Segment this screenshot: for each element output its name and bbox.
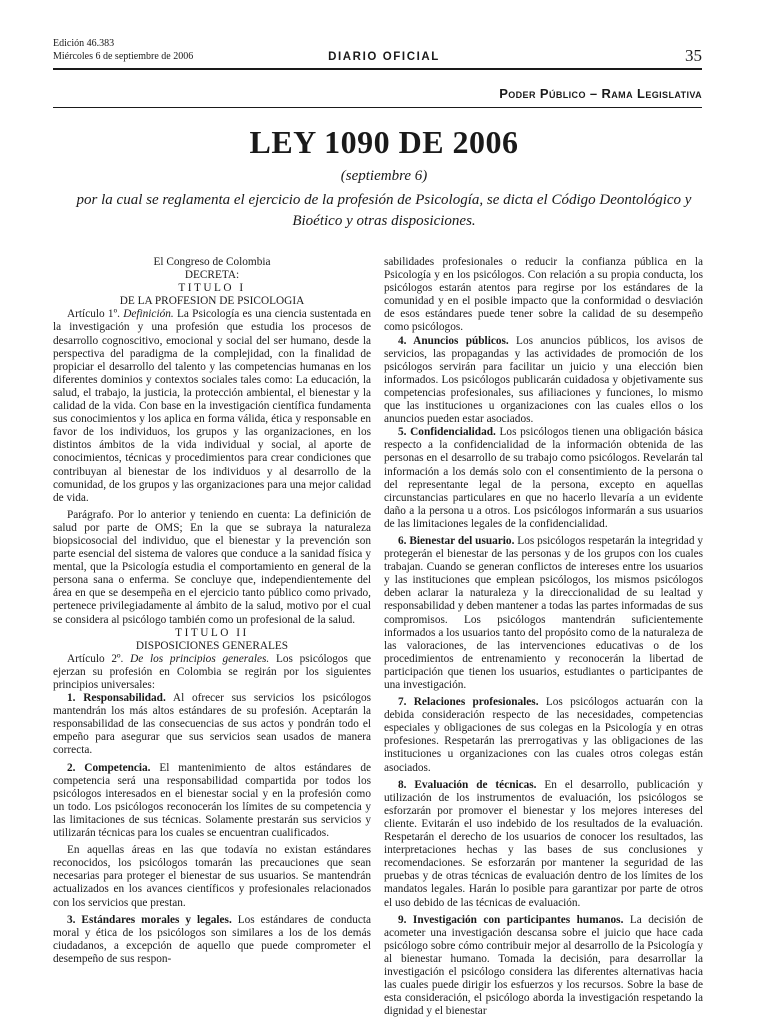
article-1-text: La Psicología es una ciencia sustentada en la investigación y una profesión que estudia los procesos de desarrollo cognoscitivo, emocional y social del ser humano, desde la perspectiva del paradigma de la complejidad, con la finalidad de propiciar el desarrollo del talento y las competencias humanas en los diferentes dominios y contextos sociales tales como: La educación, la salud, el trabajo, la justicia, la protección ambiental, el bienestar y la calidad de la vida. Con base en la investigación científica fundamenta sus conocimientos y los aplica en forma válida, ética y responsable en favor de los individuos, los grupos y las organizaciones, en los distintos ámbitos de la vida individual y social, al aporte de conocimientos, técnicas y procedimientos para crear condiciones que contribuyan al bienestar de los individuos y al desarrollo de la comunidad, de los grupos y las organizaciones para una mejor calidad de vida.: [53, 308, 372, 504]
page-number: 35: [685, 46, 702, 65]
section-title: Poder Público – Rama Legislativa: [499, 86, 702, 101]
principle-9-term: 9. Investigación con participantes humanos.: [398, 913, 624, 926]
principle-9-text: La decisión de acometer una investigación descansa sobre el juicio que hace cada psicólogo sobre cómo contribuir mejor al desarrollo de la Psicología y al bienestar humano. Tomada la decisión, para desarrollar la investigación el psicólogo considera las diferentes alternativas hacia las cuales puede dirigir los esfuerzos y los recursos. Sobre la base de esta consideración, el psicólogo aborda la investigación respetando la dignidad y el bienestar: [384, 913, 703, 1018]
principle-7-term: 7. Relaciones profesionales.: [398, 696, 539, 709]
principle-5: [384, 426, 703, 531]
section-rule: [53, 107, 702, 108]
principle-6-text: Los psicólogos respetarán la integridad y protegerán el bienestar de las personas y de los grupos con los cuales trabajan. Cuando se generan conflictos de intereses entre los usuarios y las instituciones que emplean psicólogos, los mismos psicólogos deben aclarar la naturaleza y la direccionalidad de su lealtad y responsabilidad y deben mantener a todas las partes informadas de sus compromisos. Los psicólogos mantendrán suficientemente informados a los usuarios tanto del propósito como de la naturaleza de las valoraciones, de las intervenciones educativas o de los procedimientos de entrenamiento y reconocerán la libertad de participación que tienen los usuarios, estudiantes o participantes de una investigación.: [384, 534, 704, 691]
principle-1-text: Al ofrecer sus servicios los psicólogos mantendrán los más altos estándares de su profesión. Aceptarán la responsabilidad de las consecuencias de sus actos y pondrán todo el empeño para asegurar que sus servicios sean usados de manera correcta.: [53, 692, 371, 757]
law-title: LEY 1090 DE 2006: [249, 124, 519, 160]
titulo-1-heading: TITULO I: [178, 282, 246, 295]
principle-6: [384, 535, 703, 692]
header-rule: [53, 68, 702, 70]
principle-7-text: Los psicólogos actuarán con la debida consideración respecto de las necesidades, competencias especiales y obligaciones de sus colegas en la Psicología y en otras profesiones. Respetarán las prerrogativas y las obligaciones de las instituciones u organizaciones con las cuales otros colegas están asociados.: [384, 696, 703, 774]
principle-2: [53, 762, 371, 841]
edition-number: Edición 46.383: [53, 38, 115, 49]
principle-1: [53, 692, 371, 757]
law-subtitle: por la cual se reglamenta el ejercicio de la profesión de Psicología, se dicta el Código Deontológico y Bioético y otras disposiciones.: [76, 192, 692, 229]
publication-name: DIARIO OFICIAL: [328, 51, 440, 63]
titulo-1-name: DE LA PROFESION DE PSICOLOGIA: [119, 295, 305, 308]
principle-3-text: Los estándares de conducta moral y ética de los psicólogos son similares a los de los demás ciudadanos, a excepción de aquello que puede comprometer el desempeño de sus respon-: [53, 913, 371, 965]
decreta-line: DECRETA:: [184, 269, 240, 282]
law-date: (septiembre 6): [340, 168, 428, 184]
article-2: [53, 653, 371, 692]
article-2-label: Artículo 2º.: [67, 652, 124, 665]
article-2-text: Los psicólogos que ejerzan su profesión en Colombia se regirán por los siguientes principios universales:: [53, 652, 372, 691]
paragrafo: Parágrafo. Por lo anterior y teniendo en cuenta: La definición de salud por parte de OMS; En la que se subraya la naturaleza biopsicosocial del individuo, que el bienestar y la prevención son parte esencial del sistema de valores que conduce a la sanidad física y mental, que la Psicología estudia el comportamiento en general de la persona sana o enferma. Se concluye que, independientemente del área en que se desempeña en el ejercicio tanto público como privado, pertenece privilegiadamente al ámbito de la salud, motivo por el cual se considera al psicólogo también como un profesional de la salud.: [53, 508, 371, 626]
principle-4: [384, 335, 703, 427]
principle-1-term: 1. Responsabilidad.: [67, 692, 166, 705]
principle-2-text: El mantenimiento de altos estándares de competencia será una responsabilidad compartida por todos los psicólogos interesados en el bienestar social y en la profesión como un todo. Los psicólogos reconocerán los límites de su competencia y las limitaciones de sus técnicas. Solamente prestarán sus servicios y utilizarán técnicas para los cuales se encuentran cualificados.: [53, 761, 371, 840]
principle-8-text: En el desarrollo, publicación y utilización de los instrumentos de evaluación, los psicólogos se esforzarán por promover el bienestar y los mejores intereses del cliente. Evitarán el uso indebido de los resultados de la evaluación. Respetarán el derecho de los usuarios de conocer los resultados, las interpretaciones hechas y las bases de sus conclusiones y recomendaciones. Se esforzarán por mantener la seguridad de las pruebas y de otras técnicas de evaluación dentro de los límites de los mandatos legales. Harán lo posible para garantizar por parte de otros el uso debido de las técnicas de evaluación.: [384, 778, 703, 909]
principle-5-term: 5. Confidencialidad.: [398, 426, 496, 439]
principle-8: [384, 779, 703, 910]
article-1: [53, 308, 371, 504]
principle-9: [384, 914, 703, 1019]
titulo-2-heading: TITULO II: [175, 626, 249, 639]
article-2-term: De los principios generales.: [130, 652, 270, 665]
principle-7: [384, 696, 703, 775]
article-1-label: Artículo 1º.: [67, 308, 120, 321]
titulo-2-name: DISPOSICIONES GENERALES: [135, 639, 289, 652]
principle-3-term: 3. Estándares morales y legales.: [67, 913, 232, 926]
principle-2-continued: En aquellas áreas en las que todavía no existan estándares reconocidos, los psicólogos tomarán las precauciones que sean necesarias para proteger el bienestar de sus usuarios. Se mantendrán actualizados en los avances científicos y profesionales relacionados con los servicios que prestan.: [53, 844, 371, 909]
edition-date: Miércoles 6 de septiembre de 2006: [53, 50, 194, 62]
principle-5-text: Los psicólogos tienen una obligación básica respecto a la confidencialidad de la información obtenida de las personas en el desarrollo de su trabajo como psicólogos. Revelarán tal información a los demás solo con el consentimiento de la persona o del representante legal de la persona, excepto en aquellas circunstancias particulares en que no hacerlo llevaría a un evidente daño a la persona u a otros. Los psicólogos informarán a sus usuarios de las limitaciones legales de la confidencialidad.: [384, 426, 704, 530]
principle-3-continued: sabilidades profesionales o reducir la confianza pública en la Psicología y en los psicólogos. Con relación a su propia conducta, los psicólogos estarán atentos para regirse por los estándares de la comunidad y en el posible impacto que la conformidad o desviación de esos estándares puede tener sobre la calidad de su desempeño como psicólogos.: [384, 256, 703, 334]
principle-4-term: 4. Anuncios públicos.: [398, 334, 509, 347]
principle-2-term: 2. Competencia.: [67, 761, 151, 774]
article-1-term: Definición.: [123, 308, 174, 321]
principle-4-text: Los anuncios públicos, los avisos de servicios, las propagandas y las actividades de promoción de los psicólogos servirán para facilitar un juicio y una elección bien informados. Los psicólogos publicarán cuidadosa y objetivamente sus competencias profesionales, sus afiliaciones y funciones, lo mismo que las instituciones u organizaciones con las cuales ellos o los anuncios pueden estar asociados.: [384, 334, 703, 426]
principle-6-term: 6. Bienestar del usuario.: [398, 534, 515, 547]
principle-3: [53, 914, 371, 966]
congress-line: El Congreso de Colombia: [153, 256, 271, 268]
principle-8-term: 8. Evaluación de técnicas.: [398, 778, 537, 791]
right-column: [384, 256, 703, 1018]
left-column: [53, 256, 371, 966]
